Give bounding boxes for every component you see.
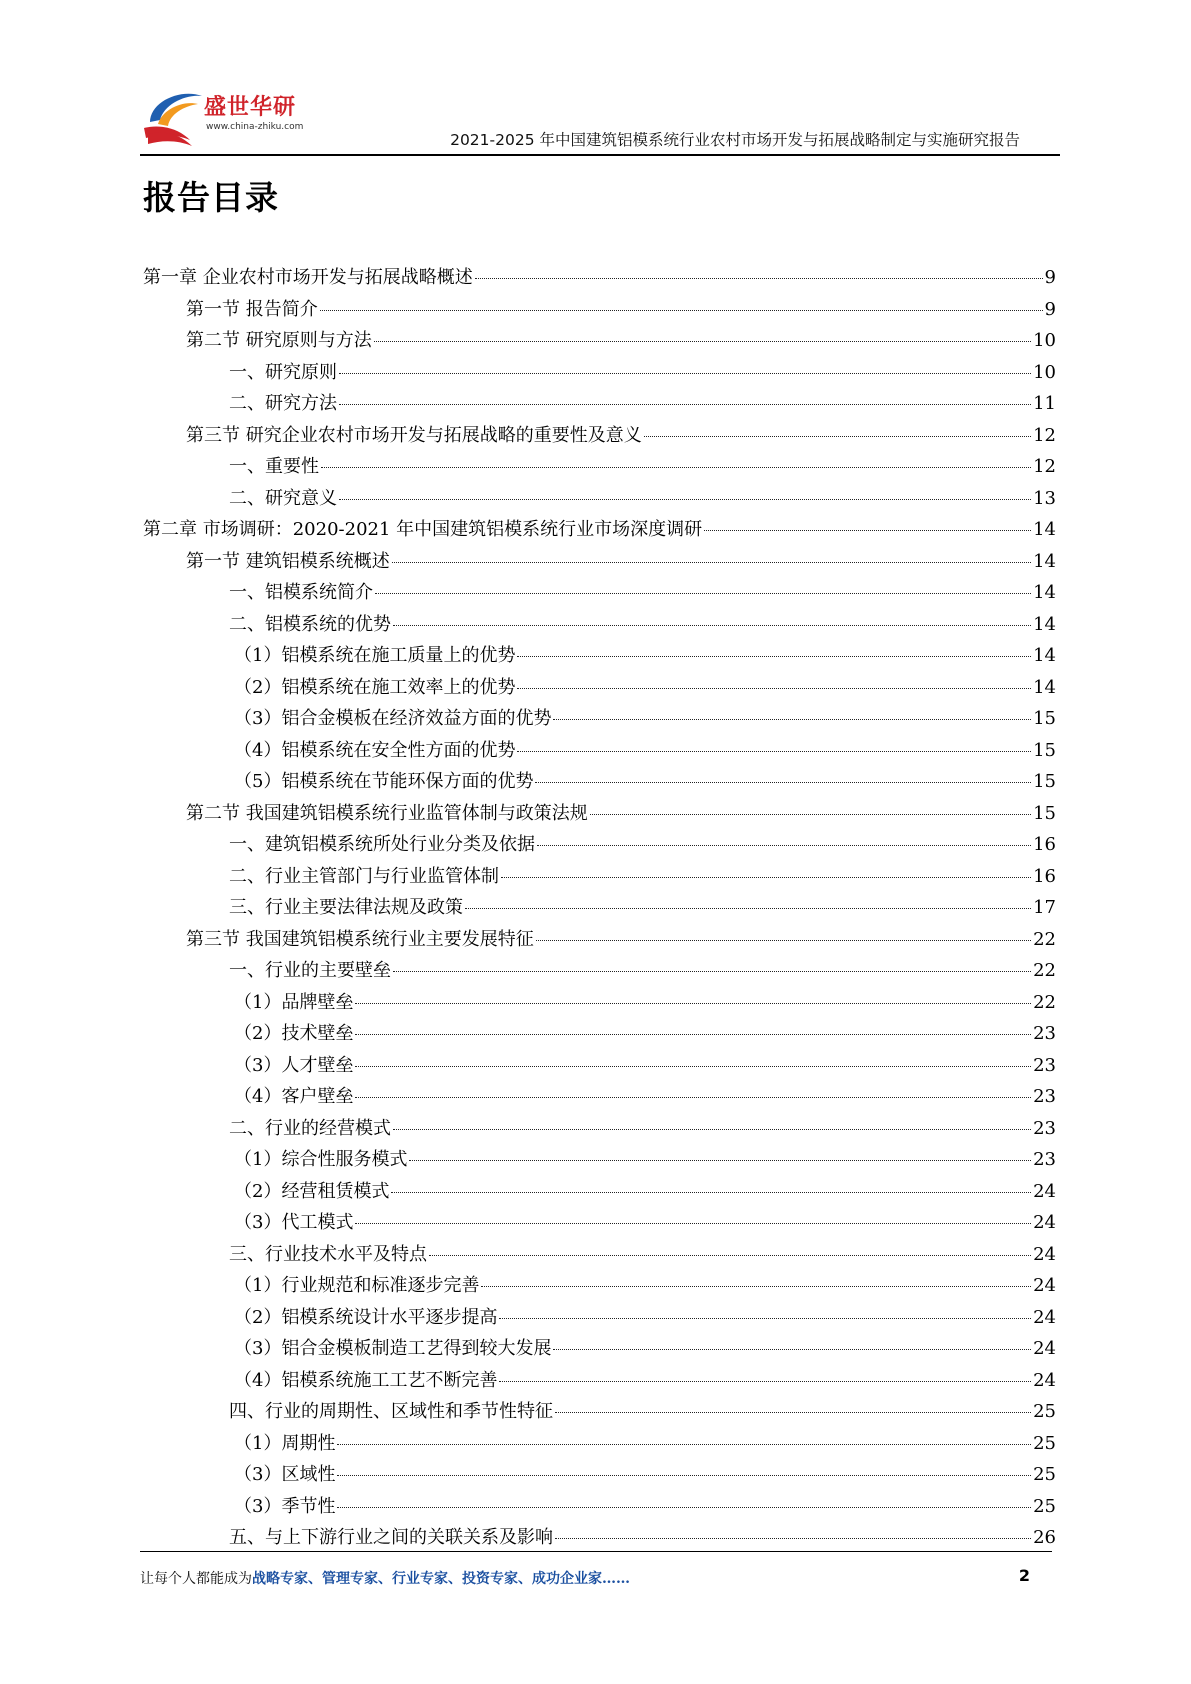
toc-entry-page: 24 (1033, 1338, 1056, 1359)
toc-entry-title: 第一节 报告简介 (186, 298, 318, 320)
toc-entry-title: 二、行业的经营模式 (229, 1117, 391, 1139)
toc-entry-title: 一、重要性 (229, 456, 319, 477)
toc-entry-page: 22 (1033, 928, 1056, 950)
toc-dot-leader (355, 1034, 1031, 1035)
toc-dot-leader (535, 782, 1031, 783)
toc-entry-page: 22 (1033, 960, 1056, 981)
toc-entry-title: （3）季节性 (234, 1495, 336, 1517)
toc-dot-leader (555, 1538, 1031, 1539)
toc-entry-page: 25 (1033, 1464, 1056, 1485)
toc-dot-leader (393, 971, 1031, 972)
toc-dot-leader (555, 1412, 1031, 1413)
toc-entry-title: （3）代工模式 (234, 1212, 354, 1233)
toc-entry[interactable] (143, 263, 1056, 295)
toc-entry[interactable] (143, 1051, 1056, 1083)
toc-entry-page: 14 (1033, 519, 1056, 540)
toc-entry-title: 三、行业技术水平及特点 (229, 1243, 427, 1265)
toc-dot-leader (339, 373, 1031, 374)
toc-entry-title: （1）周期性 (234, 1432, 336, 1454)
toc-dot-leader (517, 656, 1031, 657)
toc-entry-page: 15 (1033, 739, 1056, 761)
toc-entry[interactable] (143, 1145, 1056, 1177)
page-footer (140, 1568, 1030, 1588)
toc-entry-page: 10 (1033, 361, 1056, 383)
header-divider (140, 154, 1060, 156)
toc-entry[interactable] (143, 799, 1056, 831)
toc-entry-title: 三、行业主要法律法规及政策 (229, 897, 463, 918)
toc-entry[interactable] (143, 1082, 1056, 1114)
toc-entry[interactable] (143, 1177, 1056, 1209)
table-of-contents (143, 263, 1056, 1555)
toc-entry[interactable] (143, 1208, 1056, 1240)
toc-entry-page: 14 (1033, 613, 1056, 635)
toc-entry-page: 25 (1033, 1432, 1056, 1454)
toc-entry-title: 二、研究意义 (229, 487, 337, 509)
toc-entry-page: 14 (1033, 676, 1056, 698)
toc-entry-page: 25 (1033, 1495, 1056, 1517)
toc-dot-leader (339, 404, 1031, 405)
toc-dot-leader (499, 1381, 1031, 1382)
toc-entry-page: 24 (1033, 1212, 1056, 1233)
toc-entry[interactable] (143, 295, 1056, 327)
toc-entry[interactable] (143, 547, 1056, 579)
brand-url: www.china-zhiku.com (206, 122, 304, 132)
toc-entry[interactable] (143, 1366, 1056, 1398)
toc-entry-page: 13 (1033, 487, 1056, 509)
toc-entry-title: 一、研究原则 (229, 361, 337, 383)
footer-slogan-prefix: 让每个人都能成为 (140, 1571, 252, 1587)
toc-entry[interactable] (143, 421, 1056, 453)
toc-entry-page: 23 (1033, 1086, 1056, 1107)
toc-dot-leader (553, 719, 1031, 720)
toc-entry[interactable] (143, 1303, 1056, 1335)
toc-entry[interactable] (143, 1334, 1056, 1366)
toc-entry-title: （2）技术壁垒 (234, 1023, 354, 1044)
toc-dot-leader (553, 1349, 1031, 1350)
toc-dot-leader (465, 908, 1031, 909)
toc-entry-page: 12 (1033, 456, 1056, 477)
toc-entry-page: 26 (1033, 1527, 1056, 1548)
toc-entry-page: 24 (1033, 1369, 1056, 1391)
page-title: 报告目录 (143, 178, 279, 217)
toc-entry-title: （1）品牌壁垒 (234, 991, 354, 1013)
toc-entry-page: 23 (1033, 1023, 1056, 1044)
toc-entry[interactable] (143, 358, 1056, 390)
toc-entry-page: 22 (1033, 991, 1056, 1013)
toc-entry-title: （5）铝模系统在节能环保方面的优势 (234, 771, 534, 792)
toc-entry[interactable] (143, 326, 1056, 358)
toc-dot-leader (391, 1192, 1031, 1193)
toc-entry[interactable] (143, 578, 1056, 610)
toc-dot-leader (374, 341, 1031, 342)
toc-dot-leader (536, 940, 1031, 941)
report-title: 2021-2025 年中国建筑铝模系统行业农村市场开发与拓展战略制定与实施研究报告 (450, 131, 1020, 149)
toc-entry-page: 15 (1033, 802, 1056, 824)
toc-entry-title: （4）铝模系统在安全性方面的优势 (234, 739, 516, 761)
toc-entry-page: 15 (1033, 708, 1056, 729)
toc-entry-title: （2）铝模系统在施工效率上的优势 (234, 676, 516, 698)
toc-dot-leader (355, 1223, 1031, 1224)
toc-dot-leader (393, 1129, 1031, 1130)
toc-dot-leader (499, 1318, 1031, 1319)
footer-slogan-highlight: 战略专家、管理专家、行业专家、投资专家、成功企业家…… (252, 1571, 630, 1587)
toc-entry[interactable] (143, 925, 1056, 957)
toc-entry-title: 四、行业的周期性、区域性和季节性特征 (229, 1401, 553, 1422)
toc-dot-leader (355, 1097, 1031, 1098)
toc-entry[interactable] (143, 1397, 1056, 1429)
toc-entry-page: 25 (1033, 1401, 1056, 1422)
toc-entry-title: （3）人才壁垒 (234, 1054, 354, 1076)
toc-entry[interactable] (143, 956, 1056, 988)
toc-entry-page: 14 (1033, 645, 1056, 666)
toc-entry-title: （4）客户壁垒 (234, 1086, 354, 1107)
toc-entry-title: （1）行业规范和标准逐步完善 (234, 1275, 480, 1296)
toc-entry-title: （4）铝模系统施工工艺不断完善 (234, 1369, 498, 1391)
toc-entry-page: 14 (1033, 550, 1056, 572)
toc-entry[interactable] (143, 515, 1056, 547)
toc-entry-page: 16 (1033, 865, 1056, 887)
toc-dot-leader (392, 562, 1031, 563)
toc-entry[interactable] (143, 1492, 1056, 1524)
toc-dot-leader (339, 499, 1031, 500)
page-number: 2 (1018, 1566, 1030, 1585)
toc-entry[interactable] (143, 1271, 1056, 1303)
toc-entry-title: 第三节 研究企业农村市场开发与拓展战略的重要性及意义 (186, 424, 642, 446)
footer-divider (140, 1551, 1052, 1552)
toc-dot-leader (320, 310, 1043, 311)
toc-entry[interactable] (143, 704, 1056, 736)
toc-entry[interactable] (143, 736, 1056, 768)
toc-entry[interactable] (143, 389, 1056, 421)
toc-entry-title: 第一节 建筑铝模系统概述 (186, 550, 390, 572)
toc-entry[interactable] (143, 830, 1056, 862)
toc-entry[interactable] (143, 1523, 1056, 1555)
toc-entry[interactable] (143, 988, 1056, 1020)
toc-entry-title: （3）铝合金模板制造工艺得到较大发展 (234, 1338, 552, 1359)
toc-entry-page: 23 (1033, 1117, 1056, 1139)
toc-entry-page: 23 (1033, 1054, 1056, 1076)
toc-entry-page: 24 (1033, 1180, 1056, 1202)
toc-dot-leader (355, 1066, 1031, 1067)
toc-dot-leader (393, 625, 1031, 626)
brand-name: 盛世华研 (204, 95, 297, 120)
toc-dot-leader (337, 1475, 1031, 1476)
toc-entry-title: 第二节 研究原则与方法 (186, 330, 372, 351)
toc-entry-title: （3）铝合金模板在经济效益方面的优势 (234, 708, 552, 729)
toc-entry[interactable] (143, 893, 1056, 925)
toc-entry-page: 17 (1033, 897, 1056, 918)
toc-entry-page: 24 (1033, 1243, 1056, 1265)
toc-entry-page: 9 (1044, 267, 1056, 288)
toc-dot-leader (375, 593, 1031, 594)
toc-entry-title: （2）经营租赁模式 (234, 1180, 390, 1202)
toc-entry-title: 二、铝模系统的优势 (229, 613, 391, 635)
toc-entry[interactable] (143, 1019, 1056, 1051)
toc-dot-leader (644, 436, 1031, 437)
toc-entry-title: （1）综合性服务模式 (234, 1149, 408, 1170)
toc-entry-title: 一、建筑铝模系统所处行业分类及依据 (229, 834, 535, 855)
toc-entry[interactable] (143, 673, 1056, 705)
toc-entry-page: 24 (1033, 1306, 1056, 1328)
toc-dot-leader (517, 688, 1031, 689)
toc-entry[interactable] (143, 1240, 1056, 1272)
toc-entry-page: 23 (1033, 1149, 1056, 1170)
toc-entry-title: 五、与上下游行业之间的关联关系及影响 (229, 1527, 553, 1548)
toc-entry-page: 16 (1033, 834, 1056, 855)
toc-entry-title: 第二节 我国建筑铝模系统行业监管体制与政策法规 (186, 802, 588, 824)
toc-entry-title: （2）铝模系统设计水平逐步提高 (234, 1306, 498, 1328)
toc-entry-title: 第二章 市场调研：2020-2021 年中国建筑铝模系统行业市场深度调研 (143, 519, 703, 540)
toc-entry[interactable] (143, 767, 1056, 799)
toc-dot-leader (481, 1286, 1031, 1287)
toc-entry[interactable] (143, 484, 1056, 516)
toc-entry-page: 9 (1044, 298, 1056, 320)
toc-entry[interactable] (143, 641, 1056, 673)
toc-entry-title: 二、研究方法 (229, 393, 337, 414)
toc-entry[interactable] (143, 1114, 1056, 1146)
toc-entry[interactable] (143, 610, 1056, 642)
toc-entry[interactable] (143, 1460, 1056, 1492)
toc-dot-leader (704, 530, 1031, 531)
toc-entry-title: 一、行业的主要壁垒 (229, 960, 391, 981)
toc-entry-title: 一、铝模系统简介 (229, 582, 373, 603)
toc-entry[interactable] (143, 1429, 1056, 1461)
toc-entry-page: 11 (1033, 393, 1056, 414)
toc-entry[interactable] (143, 452, 1056, 484)
toc-entry[interactable] (143, 862, 1056, 894)
toc-dot-leader (409, 1160, 1031, 1161)
toc-entry-page: 10 (1033, 330, 1056, 351)
toc-entry-page: 24 (1033, 1275, 1056, 1296)
toc-dot-leader (429, 1255, 1031, 1256)
toc-entry-title: （3）区域性 (234, 1464, 336, 1485)
toc-entry-title: 二、行业主管部门与行业监管体制 (229, 865, 499, 887)
toc-dot-leader (590, 814, 1031, 815)
toc-entry-title: 第三节 我国建筑铝模系统行业主要发展特征 (186, 928, 534, 950)
page-header (140, 80, 1060, 158)
toc-entry-page: 12 (1033, 424, 1056, 446)
toc-entry-title: （1）铝模系统在施工质量上的优势 (234, 645, 516, 666)
toc-dot-leader (321, 467, 1031, 468)
toc-dot-leader (337, 1444, 1031, 1445)
toc-entry-title: 第一章 企业农村市场开发与拓展战略概述 (143, 267, 473, 288)
toc-dot-leader (337, 1507, 1031, 1508)
toc-dot-leader (517, 751, 1031, 752)
toc-entry-page: 14 (1033, 582, 1056, 603)
toc-dot-leader (475, 278, 1043, 279)
toc-dot-leader (501, 877, 1031, 878)
toc-dot-leader (355, 1003, 1031, 1004)
toc-dot-leader (537, 845, 1031, 846)
toc-entry-page: 15 (1033, 771, 1056, 792)
